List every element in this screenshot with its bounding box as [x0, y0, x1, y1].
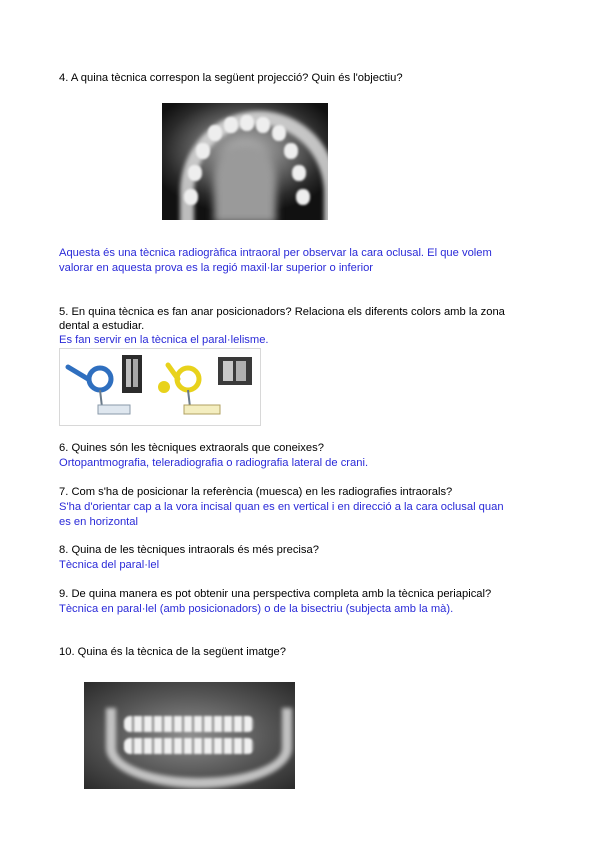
yellow-positioner-icon [158, 365, 220, 414]
question-10: 10. Quina és la tècnica de la següent imatge? [59, 646, 287, 658]
answer-4-line-1: Aquesta és una tècnica radiogràfica intraoral per observar la cara oclusal. El que volem [59, 247, 492, 259]
answer-8: Tècnica del paral·lel [59, 559, 160, 571]
answer-9: Tècnica en paral·lel (amb posicionadors) o de la bisectriu (subjecta amb la mà). [59, 603, 454, 615]
answer-7-line-2: es en horizontal [59, 516, 138, 528]
blue-positioner-icon [68, 367, 130, 414]
answer-4-line-2: valorar en aquesta prova es la regió maxil·lar superior o inferior [59, 262, 374, 274]
question-5-line-2: dental a estudiar. [59, 320, 145, 332]
positioners-image [59, 348, 261, 426]
answer-7-line-1: S'ha d'orientar cap a la vora incisal quan es en vertical i en direcció a la cara oclusal quan [59, 501, 504, 513]
question-7: 7. Com s'ha de posicionar la referència (muesca) en les radiografies intraorals? [59, 486, 453, 498]
question-9: 9. De quina manera es pot obtenir una perspectiva completa amb la tècnica periapical? [59, 588, 492, 600]
panoramic-radiograph-image [84, 682, 295, 789]
question-5-line-1: 5. En quina tècnica es fan anar posicionadors? Relaciona els diferents colors amb la zona [59, 306, 505, 318]
answer-5: Es fan servir en la tècnica el paral·lelisme. [59, 334, 269, 346]
question-8: 8. Quina de les tècniques intraorals és més precisa? [59, 544, 319, 556]
answer-6: Ortopantmografia, teleradiografia o radiografia lateral de crani. [59, 457, 369, 469]
question-6: 6. Quines són les tècniques extraorals que coneixes? [59, 442, 324, 454]
occlusal-radiograph-image [162, 103, 328, 220]
question-4: 4. A quina tècnica correspon la següent projecció? Quin és l'objectiu? [59, 72, 403, 84]
